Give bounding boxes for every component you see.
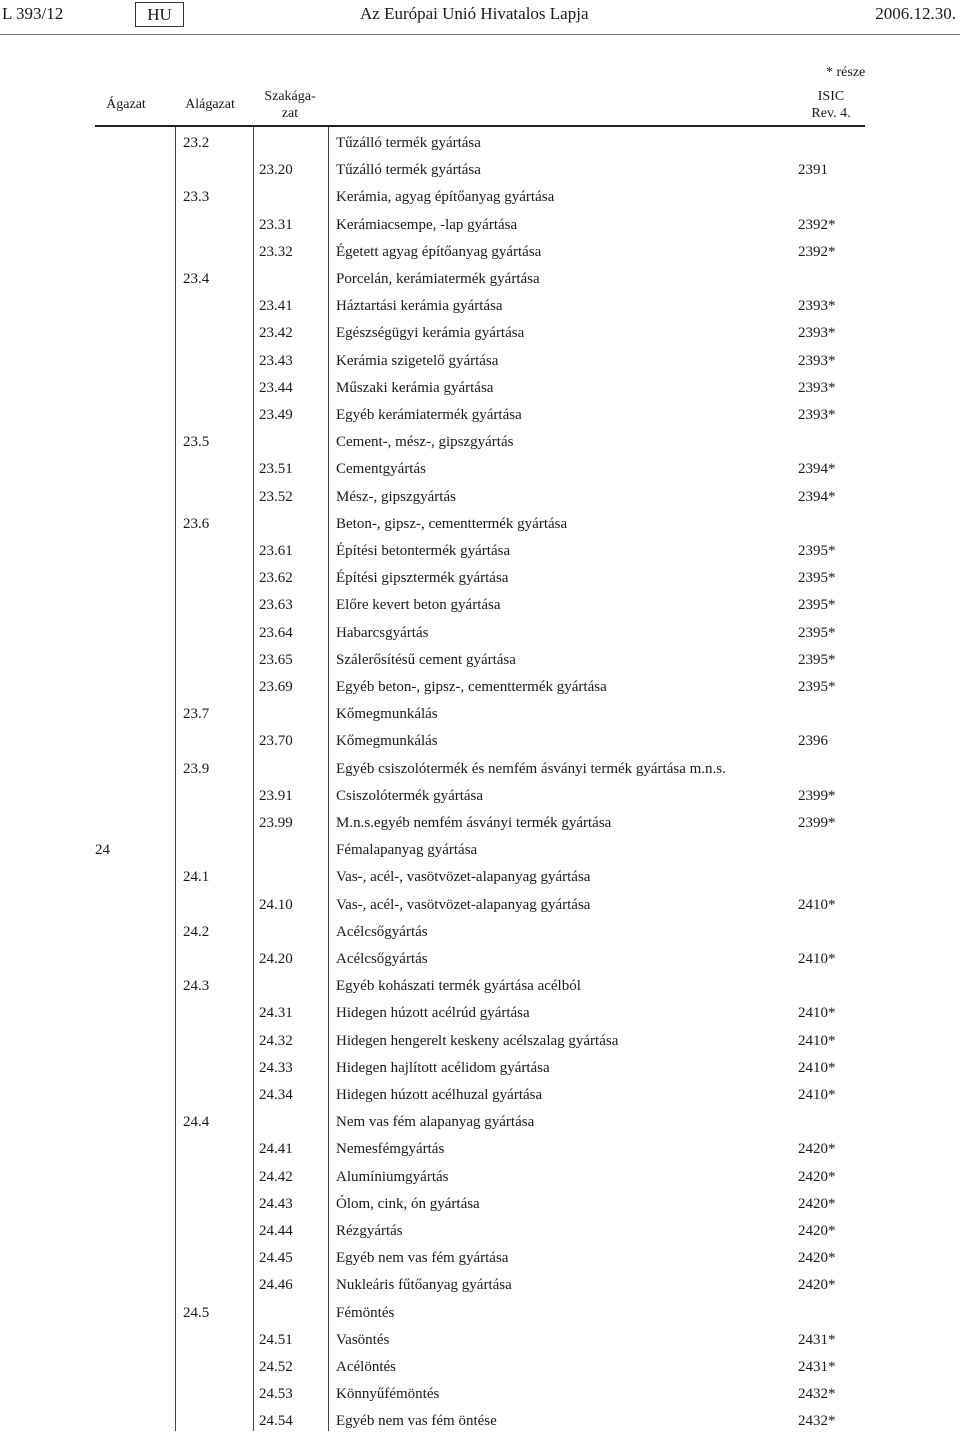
cell-isic-code: 2392*: [798, 216, 836, 233]
cell-szakagazat: 23.70: [259, 733, 293, 750]
table-row: [0, 565, 960, 592]
cell-activity-name: Egyéb kohászati termék gyártása acélból: [336, 978, 581, 995]
cell-isic-code: 2410*: [798, 896, 836, 913]
cell-activity-name: Egyéb nem vas fém gyártása: [336, 1250, 509, 1267]
page-header: [0, 0, 960, 30]
cell-isic-code: 2410*: [798, 1005, 836, 1022]
cell-szakagazat: 23.41: [259, 298, 293, 315]
cell-szakagazat: 23.51: [259, 461, 293, 478]
cell-activity-name: Nukleáris fűtőanyag gyártása: [336, 1277, 512, 1294]
cell-activity-name: Ólom, cink, ón gyártása: [336, 1195, 480, 1212]
cell-isic-code: 2431*: [798, 1359, 836, 1375]
cell-activity-name: Mész-, gipszgyártás: [336, 488, 456, 505]
cell-activity-name: Nem vas fém alapanyag gyártása: [336, 1114, 535, 1131]
cell-activity-name: Könnyűfémöntés: [336, 1386, 440, 1403]
cell-activity-name: Fémöntés: [336, 1304, 395, 1321]
cell-isic-code: 2393*: [798, 325, 836, 342]
cell-activity-name: Háztartási kerámia gyártása: [336, 298, 503, 315]
cell-szakagazat: 24.43: [259, 1195, 293, 1212]
table-row: [0, 402, 960, 429]
cell-activity-name: Egyéb nem vas fém öntése: [336, 1413, 497, 1430]
cell-activity-name: Műszaki kerámia gyártása: [336, 379, 494, 396]
cell-alagazat: 23.7: [183, 706, 210, 723]
cell-isic-code: 2432*: [798, 1386, 836, 1403]
cell-activity-name: Egyéb csiszolótermék és nemfém ásványi termék gyártása m.n.s.: [336, 760, 726, 777]
cell-activity-name: Tűzálló termék gyártása: [336, 162, 481, 179]
cell-activity-name: Egyéb kerámiatermék gyártása: [336, 407, 522, 423]
cell-activity-name: Vasöntés: [336, 1331, 390, 1348]
table-row: [0, 348, 960, 375]
table-row: [0, 837, 960, 864]
cell-szakagazat: 23.64: [259, 624, 293, 641]
cell-activity-name: Vas-, acél-, vasötvözet-alapanyag gyártása: [336, 869, 591, 886]
cell-szakagazat: 23.65: [259, 651, 293, 668]
cell-activity-name: Egészségügyi kerámia gyártása: [336, 325, 525, 342]
cell-isic-code: 2399*: [798, 787, 836, 804]
cell-activity-name: Hidegen hengerelt keskeny acélszalag gyártása: [336, 1032, 619, 1049]
cell-szakagazat: 24.42: [259, 1168, 293, 1185]
table-row: [0, 864, 960, 891]
cell-activity-name: Kerámia szigetelő gyártása: [336, 352, 499, 369]
table-row: [0, 266, 960, 293]
journal-title: Az Európai Unió Hivatalos Lapja: [360, 4, 589, 23]
cell-isic-code: 2396: [798, 733, 828, 750]
cell-activity-name: Építési gipsztermék gyártása: [336, 570, 509, 587]
cell-isic-code: 2395*: [798, 570, 836, 587]
cell-activity-name: Hidegen húzott acélhuzal gyártása: [336, 1087, 543, 1103]
cell-alagazat: 23.9: [183, 760, 210, 777]
table-row: [0, 810, 960, 837]
cell-isic-code: 2420*: [798, 1250, 836, 1267]
cell-agazat: 24: [95, 842, 110, 859]
cell-activity-name: Égetett agyag építőanyag gyártása: [336, 243, 542, 260]
cell-szakagazat: 23.31: [259, 216, 293, 233]
cell-isic-code: 2420*: [798, 1141, 836, 1158]
cell-isic-code: 2399*: [798, 815, 836, 831]
cell-szakagazat: 23.42: [259, 325, 293, 342]
cell-activity-name: Cementgyártás: [336, 461, 426, 478]
cell-alagazat: 24.2: [183, 923, 210, 940]
table-row: [0, 429, 960, 456]
cell-activity-name: Egyéb beton-, gipsz-, cementtermék gyártása: [336, 679, 607, 695]
table-row: [0, 484, 960, 511]
cell-activity-name: Előre kevert beton gyártása: [336, 597, 501, 614]
table-row: [0, 783, 960, 810]
cell-isic-code: 2394*: [798, 461, 836, 478]
table-row: [0, 1245, 960, 1272]
cell-szakagazat: 24.54: [259, 1413, 293, 1430]
cell-activity-name: Hidegen húzott acélrúd gyártása: [336, 1005, 530, 1022]
table-row: [0, 946, 960, 973]
cell-activity-name: Acélcsőgyártás: [336, 923, 428, 940]
cell-activity-name: Építési betontermék gyártása: [336, 543, 511, 559]
cell-isic-code: 2393*: [798, 407, 836, 423]
publication-date: 2006.12.30.: [875, 4, 956, 23]
cell-activity-name: Rézgyártás: [336, 1223, 403, 1239]
table-row: [0, 674, 960, 701]
table-row: [0, 456, 960, 483]
cell-szakagazat: 23.99: [259, 815, 293, 831]
table-row: [0, 157, 960, 184]
cell-isic-code: 2431*: [798, 1331, 836, 1348]
table-row: [0, 919, 960, 946]
cell-szakagazat: 24.51: [259, 1331, 293, 1348]
table-row: [0, 1055, 960, 1082]
cell-isic-code: 2420*: [798, 1223, 836, 1239]
table-note: * része: [826, 65, 866, 80]
table-row: [0, 1000, 960, 1027]
cell-isic-code: 2394*: [798, 488, 836, 505]
cell-isic-code: 2395*: [798, 624, 836, 641]
cell-szakagazat: 23.32: [259, 243, 293, 260]
col-header-alagazat: Alágazat: [185, 97, 235, 112]
cell-szakagazat: 24.34: [259, 1087, 293, 1103]
cell-activity-name: Csiszolótermék gyártása: [336, 787, 484, 804]
cell-alagazat: 24.5: [183, 1304, 210, 1321]
table-row: [0, 212, 960, 239]
cell-activity-name: Porcelán, kerámiatermék gyártása: [336, 271, 540, 287]
table-row: [0, 1408, 960, 1435]
cell-szakagazat: 24.46: [259, 1277, 293, 1294]
cell-activity-name: Hidegen hajlított acélidom gyártása: [336, 1059, 550, 1076]
cell-isic-code: 2410*: [798, 951, 836, 967]
cell-isic-code: 2420*: [798, 1195, 836, 1212]
table-row: [0, 293, 960, 320]
cell-isic-code: 2391: [798, 162, 828, 179]
table-row: [0, 1327, 960, 1354]
cell-activity-name: Kerámiacsempe, -lap gyártása: [336, 216, 518, 233]
col-header-isic-line1: ISIC: [817, 89, 845, 104]
cell-szakagazat: 24.44: [259, 1223, 293, 1239]
cell-isic-code: 2393*: [798, 298, 836, 315]
cell-activity-name: Beton-, gipsz-, cementtermék gyártása: [336, 515, 568, 532]
table-row: [0, 320, 960, 347]
cell-szakagazat: 23.69: [259, 679, 293, 695]
cell-activity-name: Szálerősítésű cement gyártása: [336, 651, 516, 668]
cell-activity-name: Cement-, mész-, gipszgyártás: [336, 434, 514, 451]
cell-szakagazat: 23.62: [259, 570, 293, 587]
cell-szakagazat: 24.20: [259, 951, 293, 967]
cell-alagazat: 24.4: [183, 1114, 210, 1131]
cell-szakagazat: 24.33: [259, 1059, 293, 1076]
table-row: [0, 130, 960, 157]
cell-activity-name: Habarcsgyártás: [336, 624, 429, 641]
table-row: [0, 1082, 960, 1109]
cell-isic-code: 2392*: [798, 243, 836, 260]
table-row: [0, 1300, 960, 1327]
cell-activity-name: Kőmegmunkálás: [336, 733, 438, 750]
cell-szakagazat: 23.63: [259, 597, 293, 614]
cell-szakagazat: 23.61: [259, 543, 293, 559]
cell-alagazat: 24.1: [183, 869, 210, 886]
cell-activity-name: Tűzálló termék gyártása: [336, 135, 481, 151]
cell-isic-code: 2420*: [798, 1168, 836, 1185]
cell-alagazat: 23.6: [183, 515, 210, 532]
cell-szakagazat: 23.20: [259, 162, 293, 179]
col-header-szakagazat-line2: zat: [281, 106, 299, 121]
cell-alagazat: 24.3: [183, 978, 210, 995]
table-header-rule: [95, 125, 865, 127]
table-row: [0, 375, 960, 402]
cell-szakagazat: 24.45: [259, 1250, 293, 1267]
cell-isic-code: 2420*: [798, 1277, 836, 1294]
cell-activity-name: Acélöntés: [336, 1359, 396, 1375]
cell-activity-name: Kerámia, agyag építőanyag gyártása: [336, 189, 555, 206]
cell-szakagazat: 24.10: [259, 896, 293, 913]
table-row: [0, 728, 960, 755]
page-reference: L 393/12: [2, 4, 64, 23]
table-row: [0, 592, 960, 619]
cell-szakagazat: 23.44: [259, 379, 293, 396]
cell-alagazat: 23.5: [183, 434, 210, 451]
col-header-isic: [800, 88, 862, 122]
cell-activity-name: Acélcsőgyártás: [336, 951, 428, 967]
cell-szakagazat: 23.52: [259, 488, 293, 505]
table-row: [0, 973, 960, 1000]
cell-szakagazat: 24.31: [259, 1005, 293, 1022]
table-row: [0, 184, 960, 211]
table-row: [0, 1028, 960, 1055]
cell-isic-code: 2410*: [798, 1032, 836, 1049]
cell-isic-code: 2395*: [798, 679, 836, 695]
table-row: [0, 538, 960, 565]
cell-isic-code: 2432*: [798, 1413, 836, 1430]
table-row: [0, 239, 960, 266]
cell-alagazat: 23.3: [183, 189, 210, 206]
col-header-szakagazat-line1: Szakága-: [264, 89, 316, 104]
col-header-agazat: Ágazat: [106, 97, 146, 112]
cell-isic-code: 2410*: [798, 1087, 836, 1103]
table-row: [0, 1218, 960, 1245]
table-row: [0, 701, 960, 728]
cell-alagazat: 23.4: [183, 271, 210, 287]
cell-activity-name: Vas-, acél-, vasötvözet-alapanyag gyártása: [336, 896, 591, 913]
language-badge: HU: [135, 2, 184, 27]
table-row: [0, 892, 960, 919]
table-row: [0, 1354, 960, 1381]
table-row: [0, 511, 960, 538]
cell-szakagazat: 23.43: [259, 352, 293, 369]
cell-activity-name: Fémalapanyag gyártása: [336, 842, 478, 859]
cell-alagazat: 23.2: [183, 135, 210, 151]
table-row: [0, 1272, 960, 1299]
cell-activity-name: M.n.s.egyéb nemfém ásványi termék gyártása: [336, 815, 612, 831]
cell-szakagazat: 24.53: [259, 1386, 293, 1403]
cell-activity-name: Nemesfémgyártás: [336, 1141, 445, 1158]
cell-isic-code: 2395*: [798, 543, 836, 559]
table-row: [0, 1136, 960, 1163]
table-row: [0, 620, 960, 647]
table-row: [0, 1381, 960, 1408]
cell-isic-code: 2395*: [798, 651, 836, 668]
table-row: [0, 1164, 960, 1191]
cell-szakagazat: 24.52: [259, 1359, 293, 1375]
cell-isic-code: 2395*: [798, 597, 836, 614]
table-row: [0, 756, 960, 783]
table-row: [0, 647, 960, 674]
cell-szakagazat: 23.49: [259, 407, 293, 423]
cell-isic-code: 2393*: [798, 352, 836, 369]
cell-isic-code: 2393*: [798, 379, 836, 396]
table-row: [0, 1191, 960, 1218]
col-header-szakagazat: [255, 88, 325, 122]
cell-isic-code: 2410*: [798, 1059, 836, 1076]
cell-szakagazat: 24.41: [259, 1141, 293, 1158]
col-header-isic-line2: Rev. 4.: [811, 106, 851, 121]
header-rule: [0, 34, 960, 35]
cell-activity-name: Kőmegmunkálás: [336, 706, 438, 723]
table-row: [0, 1109, 960, 1136]
cell-activity-name: Alumíniumgyártás: [336, 1168, 449, 1185]
cell-szakagazat: 24.32: [259, 1032, 293, 1049]
cell-szakagazat: 23.91: [259, 787, 293, 804]
